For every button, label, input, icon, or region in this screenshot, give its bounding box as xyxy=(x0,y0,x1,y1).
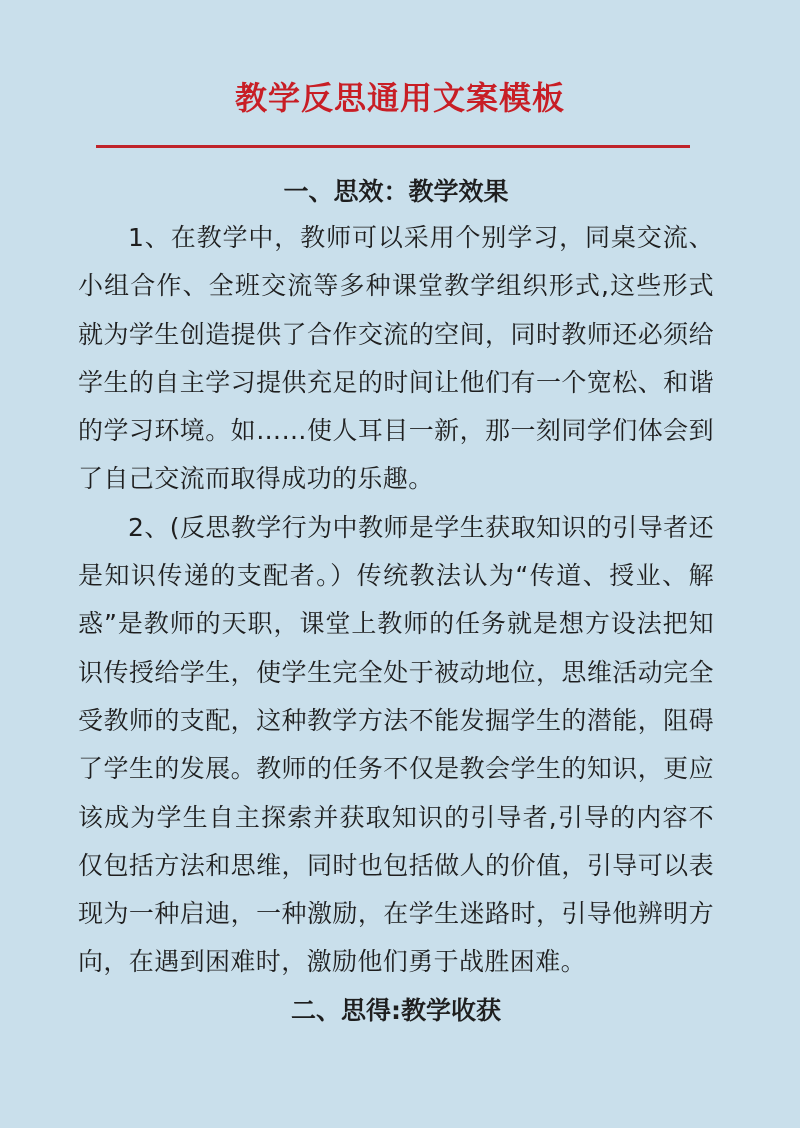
paragraph-2: 2、(反思教学行为中教师是学生获取知识的引导者还是知识传递的支配者。）传统教法认为“传道、授业、解惑”是教师的天职，课堂上教师的任务就是想方设法把知识传授给学生，使学生完全处于被动地位，思维活动完全受教师的支配，这种教学方法不能发掘学生的潜能，阻碍了学生的发展。教师的任务不仅是教会学生的知识，更应该成为学生自主探索并获取知识的引导者,引导的内容不仅包括方法和思维，同时也包括做人的价值，引导可以表现为一种启迪，一种激励，在学生迷路时，引导他辨明方向，在遇到困难时，激励他们勇于战胜困难。 xyxy=(78,512,714,977)
title-underline xyxy=(96,145,690,148)
document-title: 教学反思通用文案模板 xyxy=(234,79,565,117)
paragraph-1: 1、在教学中，教师可以采用个别学习，同桌交流、小组合作、全班交流等多种课堂教学组织形式,这些形式就为学生创造提供了合作交流的空间，同时教师还必须给学生的自主学习提供充足的时间让他们有一个宽松、和谐的学习环境。如……使人耳目一新，那一刻同学们体会到了自己交流而取得成功的乐趣。 xyxy=(78,223,714,494)
section-heading-2: 二、思得:教学收获 xyxy=(291,995,501,1025)
document-body xyxy=(78,170,714,1033)
section-heading-1: 一、思效：教学效果 xyxy=(283,177,509,206)
